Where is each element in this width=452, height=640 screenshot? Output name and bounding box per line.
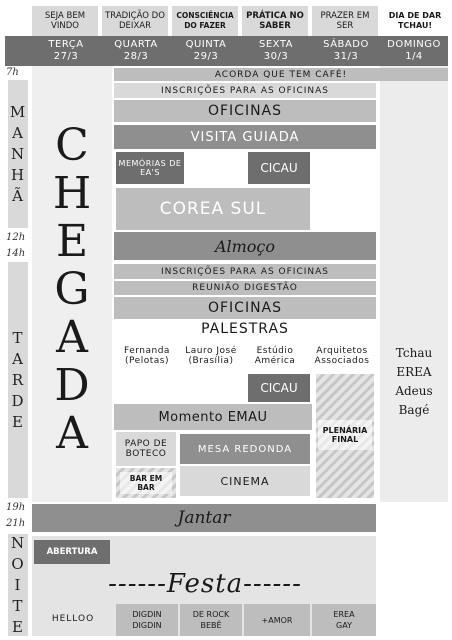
farewell-line: Adeus (395, 384, 433, 398)
reuniao-digestao: REUNIÃO DIGESTÃO (114, 281, 376, 295)
speaker-place: América (254, 356, 296, 366)
time-14h: 14h (6, 248, 26, 259)
papo-de-boteco: PAPO DE BOTECO (116, 432, 176, 466)
speaker (116, 340, 178, 372)
day-name: TERÇA (48, 39, 84, 50)
period-letter: A (12, 123, 24, 142)
motto-quinta: CONSCIÊNCIA DO FAZER (172, 6, 238, 36)
motto-quarta: TRADIÇÃO DO DEIXAR (102, 6, 168, 36)
day-quarta (102, 36, 170, 66)
party-line2: BEBÊ (200, 621, 222, 630)
momento-emau: Momento EMAU (114, 404, 312, 430)
period-letter: R (11, 370, 25, 389)
party-quarta (116, 604, 178, 636)
farewell-line: Tchau (395, 346, 433, 360)
visita-guiada: VISITA GUIADA (114, 125, 376, 149)
period-letter: A (12, 349, 24, 368)
speaker (244, 340, 306, 372)
day-name: DOMINGO (387, 39, 441, 50)
cicau-manha: CICAU (248, 152, 310, 184)
day-name: SÁBADO (323, 39, 369, 50)
period-letter: D (11, 391, 25, 410)
speaker-place: (Pelotas) (125, 356, 169, 366)
period-tarde (8, 262, 28, 498)
chegada-letter: A (56, 408, 88, 459)
cicau-tarde: CICAU (248, 374, 310, 402)
mesa-redonda: MESA REDONDA (180, 434, 310, 464)
party-terca (34, 604, 112, 634)
period-letter: M (9, 102, 27, 121)
party-line1: HELLOO (51, 614, 95, 624)
farewell-line: Bagé (398, 403, 430, 417)
period-letter: I (14, 575, 22, 594)
period-letter: T (12, 596, 24, 615)
time-21h: 21h (6, 518, 26, 529)
period-letter: Ã (12, 186, 24, 205)
day-name: QUINTA (185, 39, 227, 50)
period-letter: N (10, 144, 26, 163)
farewell-line: EREA (396, 365, 432, 379)
day-quinta (172, 36, 240, 66)
chegada-title (34, 100, 110, 480)
party-sabado (312, 604, 376, 636)
speaker-name: Fernanda (124, 346, 170, 356)
period-noite (8, 534, 28, 636)
motto-domingo: DIA DE DAR TCHAU! (388, 11, 442, 30)
corea-sul: COREA SUL (116, 188, 310, 230)
party-line1: EREA (333, 610, 355, 619)
chegada-letter: H (52, 168, 92, 219)
period-letter: E (12, 617, 24, 636)
inscricoes-tarde: INSCRIÇÕES PARA AS OFICINAS (114, 264, 376, 279)
speaker (306, 340, 378, 372)
abertura: ABERTURA (34, 540, 110, 564)
chegada-letter: G (54, 264, 90, 315)
period-letter: N (10, 533, 26, 552)
day-domingo (380, 36, 448, 66)
almoco-bar: Almoço (114, 232, 376, 260)
palestras-title: PALESTRAS (201, 321, 289, 337)
speaker-name: Lauro José (185, 346, 237, 356)
chegada-letter: A (56, 312, 88, 363)
speaker-name: Estúdio (256, 346, 294, 356)
day-date: 27/3 (53, 51, 79, 62)
day-name: QUARTA (114, 39, 158, 50)
party-line1: DIGDIN (132, 610, 162, 619)
time-12h: 12h (6, 232, 26, 243)
day-date: 1/4 (405, 51, 423, 62)
speaker-place: (Brasília) (188, 356, 234, 366)
party-sexta (244, 604, 310, 636)
speaker (180, 340, 242, 372)
period-letter: O (11, 554, 25, 573)
day-date: 31/3 (333, 51, 359, 62)
party-quinta (180, 604, 242, 636)
party-line2: GAY (336, 621, 352, 630)
period-letter: H (10, 165, 26, 184)
time-7h: 7h (6, 67, 19, 78)
motto-terca: SEJA BEM VINDO (32, 6, 98, 36)
party-line1: DE ROCK (192, 610, 230, 619)
day-terca (32, 36, 100, 66)
chegada-letter: D (54, 360, 90, 411)
day-sexta (242, 36, 310, 66)
party-line1: +AMOR (261, 615, 293, 625)
acorda-bar: ACORDA QUE TEM CAFÉ! (114, 68, 448, 81)
chegada-letter: E (55, 216, 89, 267)
cinema: CINEMA (180, 466, 310, 496)
day-date: 29/3 (193, 51, 219, 62)
motto-sabado: PRAZER EM SER (312, 6, 378, 36)
inscricoes-manha: INSCRIÇÕES PARA AS OFICINAS (114, 83, 376, 98)
day-date: 30/3 (263, 51, 289, 62)
period-letter: E (12, 412, 24, 431)
speaker-name: Arquitetos (316, 346, 368, 356)
day-date: 28/3 (123, 51, 149, 62)
oficinas-tarde: OFICINAS (114, 297, 376, 319)
motto-sexta: PRÁTICA NO SABER (242, 6, 308, 36)
festa-title: ------Festa------ (108, 569, 302, 599)
time-19h: 19h (6, 502, 26, 513)
day-name: SEXTA (258, 39, 293, 50)
motto-row (30, 6, 450, 36)
speaker-place: Associados (314, 356, 370, 366)
column-domingo-bg (380, 66, 448, 502)
domingo-farewell (380, 340, 448, 424)
period-manha (8, 80, 28, 228)
day-sabado (312, 36, 380, 66)
plenaria-final: PLENÁRIA FINAL (318, 420, 372, 450)
jantar-bar: Jantar (32, 504, 376, 532)
period-letter: T (12, 328, 24, 347)
party-line2: DIGDIN (132, 621, 162, 630)
oficinas-manha: OFICINAS (114, 100, 376, 122)
bar-em-bar: BAR EM BAR (120, 472, 172, 494)
memorias-eas: MEMÓRIAS DE EA'S (116, 152, 184, 184)
chegada-letter: C (55, 120, 89, 171)
